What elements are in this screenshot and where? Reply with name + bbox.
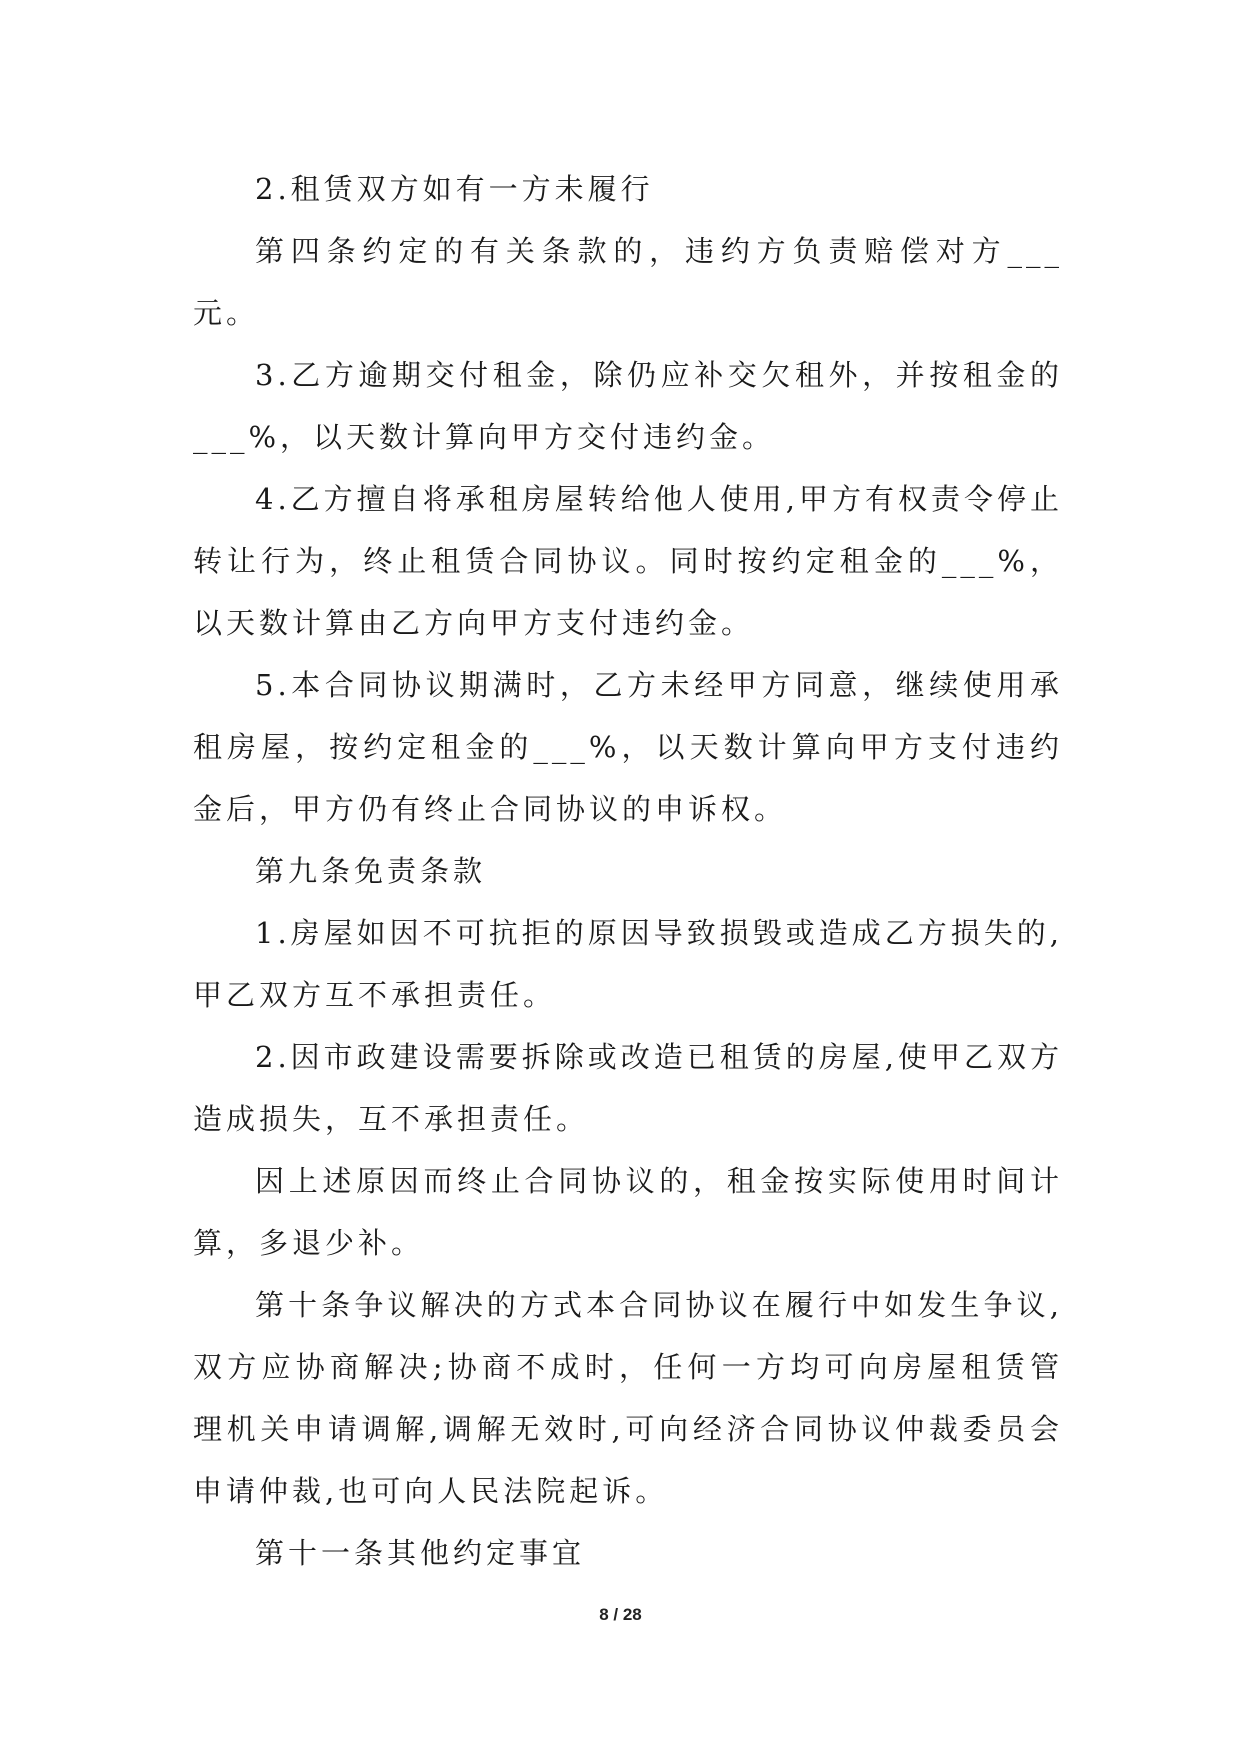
paragraph-clause-4-sublet: 4.乙方擅自将承租房屋转给他人使用,甲方有权责令停止转让行为，终止租赁合同协议。同时按约定租金的___%，以天数计算由乙方向甲方支付违约金。 xyxy=(193,482,1063,640)
paragraph-article-4-compensation: 第四条约定的有关条款的，违约方负责赔偿对方___元。 xyxy=(193,234,1063,330)
document-body xyxy=(193,158,1063,1584)
paragraph-clause-3-late-rent: 3.乙方逾期交付租金，除仍应补交欠租外，并按租金的___%，以天数计算向甲方交付违约金。 xyxy=(193,358,1063,454)
page-number: 8 / 28 xyxy=(599,1605,642,1624)
heading-article-11: 第十一条其他约定事宜 xyxy=(255,1536,586,1570)
paragraph-clause-2-breach: 2.租赁双方如有一方未履行 xyxy=(255,172,654,206)
paragraph-exemption-1: 1.房屋如因不可抗拒的原因导致损毁或造成乙方损失的,甲乙双方互不承担责任。 xyxy=(193,916,1063,1012)
paragraph-article-10-dispute: 第十条争议解决的方式本合同协议在履行中如发生争议,双方应协商解决;协商不成时，任何一方均可向房屋租赁管理机关申请调解,调解无效时,可向经济合同协议仲裁委员会申请仲裁,也可向人民法院起诉。 xyxy=(193,1288,1063,1508)
paragraph-rent-settlement: 因上述原因而终止合同协议的，租金按实际使用时间计算，多退少补。 xyxy=(193,1164,1063,1260)
heading-article-9: 第九条免责条款 xyxy=(255,854,487,888)
paragraph-exemption-2: 2.因市政建设需要拆除或改造已租赁的房屋,使甲乙双方造成损失，互不承担责任。 xyxy=(193,1040,1063,1136)
paragraph-clause-5-overstay: 5.本合同协议期满时，乙方未经甲方同意，继续使用承租房屋，按约定租金的___%，以天数计算向甲方支付违约金后，甲方仍有终止合同协议的申诉权。 xyxy=(193,668,1063,826)
